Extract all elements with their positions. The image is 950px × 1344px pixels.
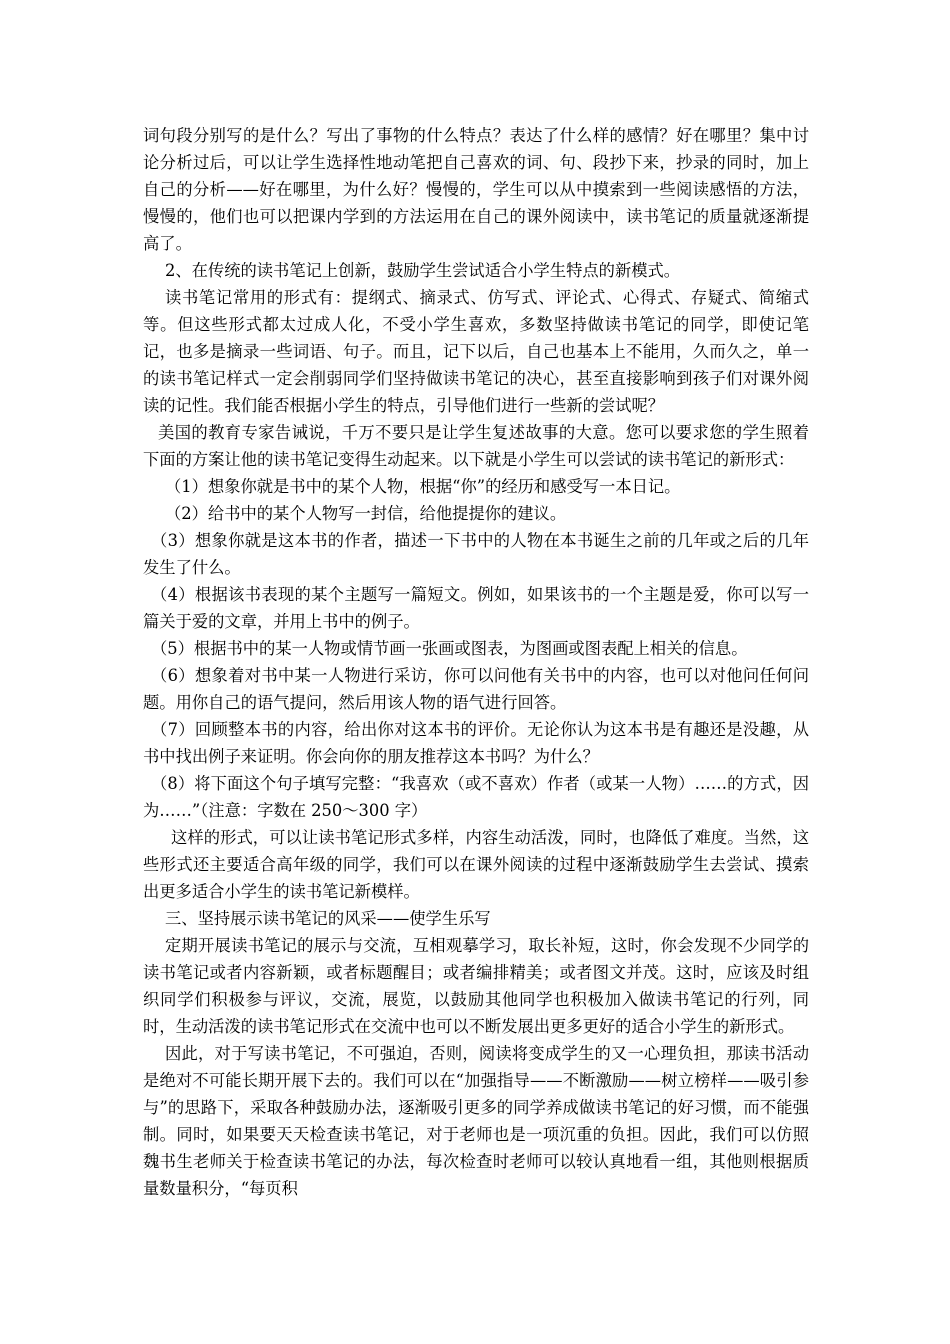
document-page xyxy=(143,122,809,1202)
list-item-3: （3）想象你就是这本书的作者，描述一下书中的人物在本书诞生之前的几年或之后的几年发生了什么。 xyxy=(143,531,809,577)
list-item-2: （2）给书中的某个人物写一封信，给他提提你的建议。 xyxy=(165,504,567,523)
paragraph-us-experts: 美国的教育专家告诫说，千万不要只是让学生复述故事的大意。您可以要求您的学生照着下面的方案让他的读书笔记变得生动起来。以下就是小学生可以尝试的读书笔记的新形式： xyxy=(143,423,809,469)
paragraph-continuation: 词句段分别写的是什么？写出了事物的什么特点？表达了什么样的感情？好在哪里？集中讨论分析过后，可以让学生选择性地动笔把自己喜欢的词、句、段抄下来，抄录的同时，加上自己的分析——好在哪里，为什么好？慢慢的，学生可以从中摸索到一些阅读感悟的方法，慢慢的，他们也可以把课内学到的方法运用在自己的课外阅读中，读书笔记的质量就逐渐提高了。 xyxy=(143,126,809,253)
paragraph-showcase: 定期开展读书笔记的展示与交流，互相观摹学习，取长补短，这时，你会发现不少同学的读书笔记或者内容新颖，或者标题醒目；或者编排精美；或者图文并茂。这时，应该及时组织同学们积极参与评议，交流，展览，以鼓励其他同学也积极加入做读书笔记的行列，同时，生动活泼的读书笔记形式在交流中也可以不断发展出更多更好的适合小学生的新形式。 xyxy=(143,936,809,1036)
paragraph-conclusion: 因此，对于写读书笔记，不可强迫，否则，阅读将变成学生的又一心理负担，那读书活动是绝对不可能长期开展下去的。我们可以在“加强指导——不断激励——树立榜样——吸引参与”的思路下，采取各种鼓励办法，逐渐吸引更多的同学养成做读书笔记的好习惯，而不能强制。同时，如果要天天检查读书笔记，对于老师也是一项沉重的负担。因此，我们可以仿照魏书生老师关于检查读书笔记的办法，每次检查时老师可以较认真地看一组，其他则根据质量数量积分，“每页积 xyxy=(143,1044,809,1198)
paragraph-common-forms: 读书笔记常用的形式有：提纲式、摘录式、仿写式、评论式、心得式、存疑式、简缩式等。但这些形式都太过成人化，不受小学生喜欢，多数坚持做读书笔记的同学，即使记笔记，也多是摘录一些词语、句子。而且，记下以后，自己也基本上不能用，久而久之，单一的读书笔记样式一定会削弱同学们坚持做读书笔记的决心，甚至直接影响到孩子们对课外阅读的记性。我们能否根据小学生的特点，引导他们进行一些新的尝试呢？ xyxy=(143,288,809,415)
section-heading-showcase: 三、坚持展示读书笔记的风采——使学生乐写 xyxy=(165,909,491,928)
list-item-5: （5）根据书中的某一人物或情节画一张画或图表，为图画或图表配上相关的信息。 xyxy=(151,639,748,658)
paragraph-forms-summary: 这样的形式，可以让读书笔记形式多样，内容生动活泼，同时，也降低了难度。当然，这些形式还主要适合高年级的同学，我们可以在课外阅读的过程中逐渐鼓励学生去尝试、摸索出更多适合小学生的读书笔记新模样。 xyxy=(143,828,809,901)
list-item-4: （4）根据该书表现的某个主题写一篇短文。例如，如果该书的一个主题是爱，你可以写一篇关于爱的文章，并用上书中的例子。 xyxy=(143,585,809,631)
list-item-6: （6）想象着对书中某一人物进行采访，你可以问他有关书中的内容，也可以对他问任何问题。用你自己的语气提问，然后用该人物的语气进行回答。 xyxy=(143,666,809,712)
section-heading-innovation: 2、在传统的读书笔记上创新，鼓励学生尝试适合小学生特点的新模式。 xyxy=(165,261,681,280)
list-item-1: （1）想象你就是书中的某个人物，根据“你”的经历和感受写一本日记。 xyxy=(165,477,681,496)
list-item-7: （7）回顾整本书的内容，给出你对这本书的评价。无论你认为这本书是有趣还是没趣，从书中找出例子来证明。你会向你的朋友推荐这本书吗？为什么？ xyxy=(143,720,809,766)
list-item-8: （8）将下面这个句子填写完整：“我喜欢（或不喜欢）作者（或某一人物）……的方式，因为……”（注意：字数在 250～300 字） xyxy=(143,774,809,820)
